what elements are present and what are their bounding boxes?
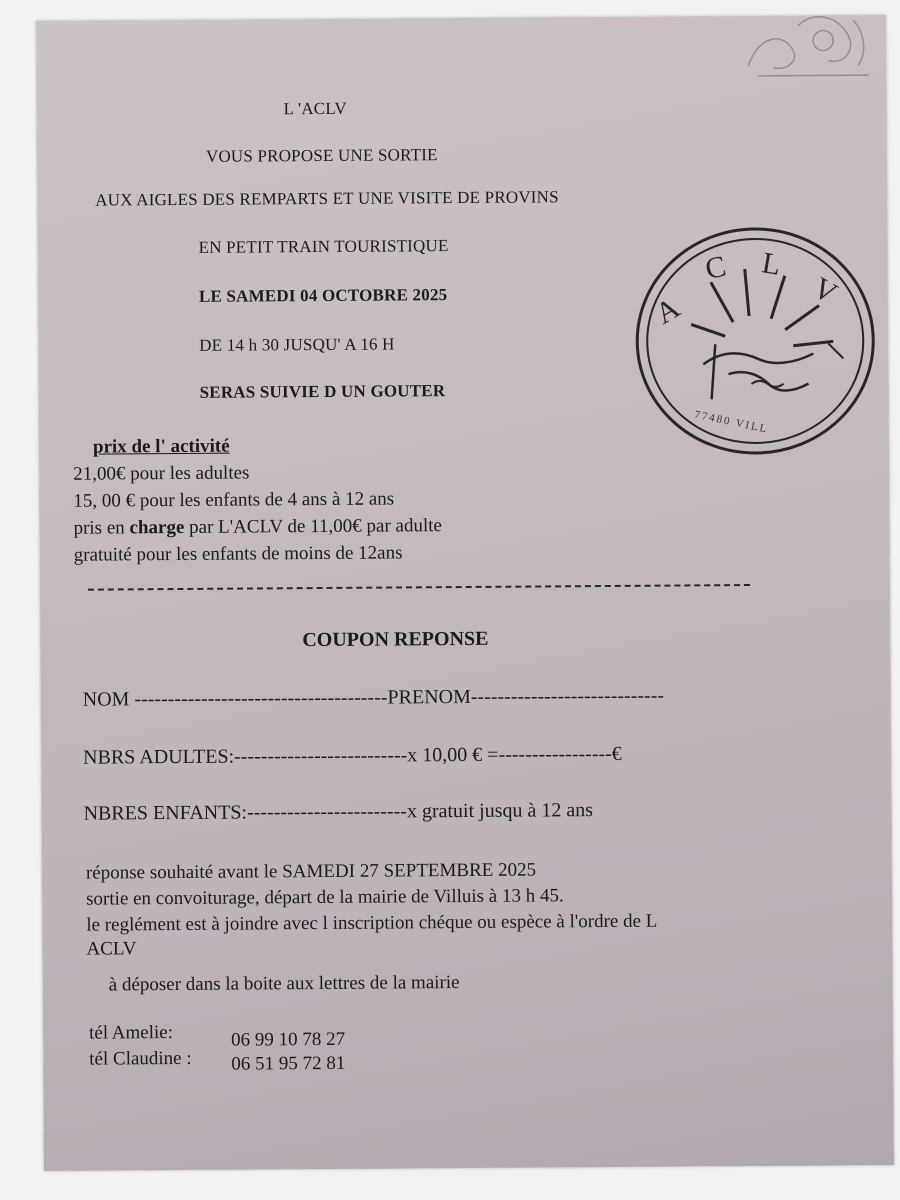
pricing-charge-bold: charge bbox=[129, 516, 185, 539]
cut-line-divider bbox=[88, 584, 750, 591]
info-payment-line-1: le reglément est à joindre avec l inscription chéque ou espèce à l'ordre de L bbox=[86, 910, 658, 936]
info-payment-line-2: ACLV bbox=[86, 938, 137, 960]
info-deadline: réponse souhaité avant le SAMEDI 27 SEPTEMBRE 2025 bbox=[85, 859, 537, 884]
coupon-name-field[interactable]: NOM --------------------------------------PRENOM----------------------------- bbox=[82, 684, 665, 711]
coupon-title: COUPON REPONSE bbox=[302, 627, 489, 652]
pricing-adults: 21,00€ pour les adultes bbox=[73, 462, 250, 485]
stamp-letter-v: V bbox=[807, 270, 843, 311]
header-line-1: VOUS PROPOSE UNE SORTIE bbox=[205, 145, 438, 166]
event-date: LE SAMEDI 04 OCTOBRE 2025 bbox=[198, 285, 448, 306]
contact-claudine-phone: 06 51 95 72 81 bbox=[231, 1052, 346, 1075]
org-name: L 'ACLV bbox=[283, 98, 347, 119]
stamp-letter-c: C bbox=[702, 249, 729, 287]
contact-claudine-label: tél Claudine : bbox=[89, 1047, 192, 1070]
pricing-charge-post: par L'ACLV de 11,00€ par adulte bbox=[184, 515, 443, 538]
header-line-3: EN PETIT TRAIN TOURISTIQUE bbox=[198, 236, 449, 257]
pricing-charge-pre: pris en bbox=[73, 517, 130, 539]
flyer-page bbox=[36, 15, 894, 1171]
header-line-2: AUX AIGLES DES REMPARTS ET UNE VISITE DE PROVINS bbox=[95, 187, 559, 210]
event-time: DE 14 h 30 JUSQU' A 16 H bbox=[199, 334, 395, 355]
event-followup: SERAS SUIVIE D UN GOUTER bbox=[199, 381, 446, 402]
pricing-title: prix de l' activité bbox=[92, 435, 230, 458]
info-carpool: sortie en convoiturage, départ de la mairie de Villuis à 13 h 45. bbox=[86, 885, 564, 910]
stamp-postcode: 77480 VILL bbox=[693, 408, 770, 436]
pricing-children: 15, 00 € pour les enfants de 4 ans à 12 ans bbox=[73, 488, 395, 512]
contact-amelie-phone: 06 99 10 78 27 bbox=[231, 1028, 346, 1051]
stamp-letter-a: A bbox=[649, 291, 686, 331]
coupon-children-field[interactable]: NBRES ENFANTS:------------------------x gratuit jusqu à 12 ans bbox=[83, 799, 594, 825]
info-dropoff: à déposer dans la boite aux lettres de la mairie bbox=[108, 972, 460, 996]
decorative-drawing-icon bbox=[738, 15, 879, 86]
pricing-free: gratuité pour les enfants de moins de 12ans bbox=[73, 542, 403, 566]
coupon-adults-field[interactable]: NBRS ADULTES:--------------------------x 10,00 € =-----------------€ bbox=[83, 742, 622, 769]
contact-amelie-label: tél Amelie: bbox=[88, 1022, 174, 1044]
stamp-letter-l: L bbox=[759, 246, 784, 282]
pricing-charge bbox=[73, 515, 442, 540]
